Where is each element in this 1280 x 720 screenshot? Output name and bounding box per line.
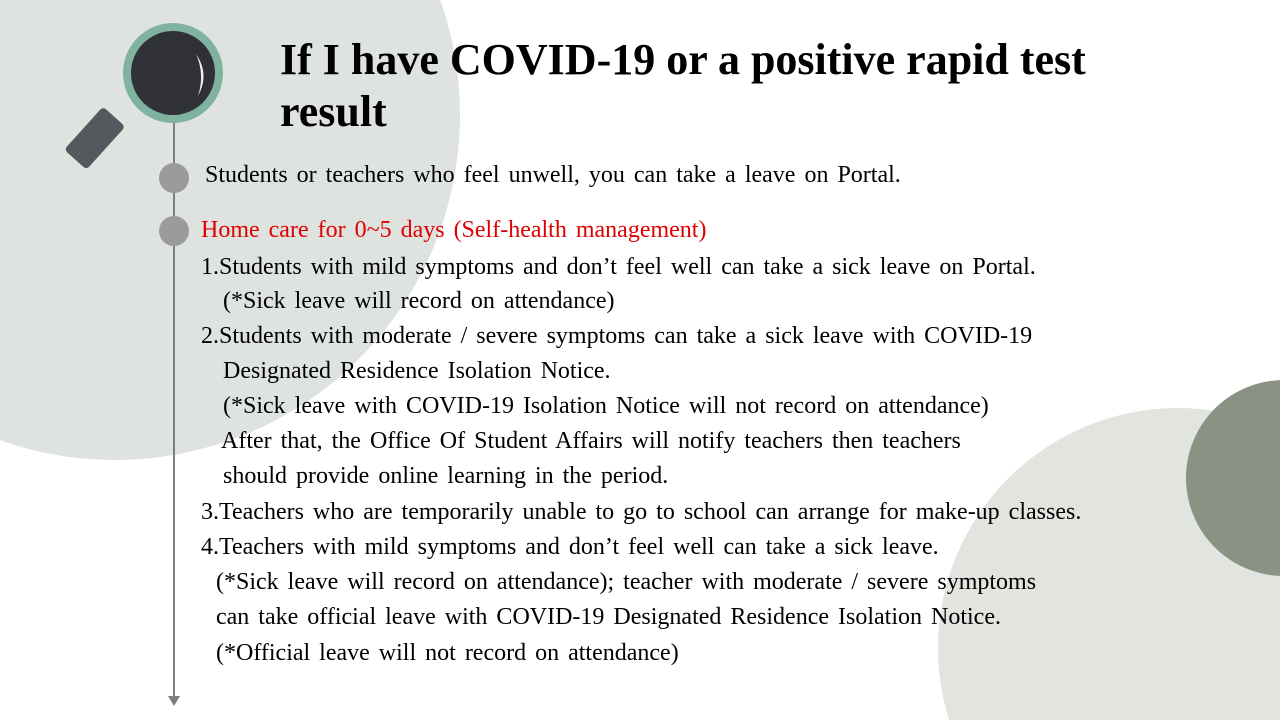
slide-title: If I have COVID-19 or a positive rapid test result bbox=[280, 35, 1086, 136]
timeline-bullet-1 bbox=[159, 163, 189, 193]
body-line-1: 1.Students with mild symptoms and don’t feel well can take a sick leave on Portal. bbox=[201, 254, 1036, 280]
body-line-7: should provide online learning in the period. bbox=[223, 463, 669, 489]
timeline-bullet-2 bbox=[159, 216, 189, 246]
body-line-12: (*Official leave will not record on attendance) bbox=[216, 640, 679, 666]
body-line-9: 4.Teachers with mild symptoms and don’t feel well can take a sick leave. bbox=[201, 534, 939, 560]
timeline-arrow-icon bbox=[168, 696, 180, 706]
magnifier-handle bbox=[64, 107, 125, 170]
body-line-5: (*Sick leave with COVID-19 Isolation Notice will not record on attendance) bbox=[223, 393, 989, 419]
body-line-3: 2.Students with moderate / severe symptoms can take a sick leave with COVID-19 bbox=[201, 323, 1033, 349]
intro-text: Students or teachers who feel unwell, you can take a leave on Portal. bbox=[205, 162, 901, 188]
body-line-4: Designated Residence Isolation Notice. bbox=[223, 358, 611, 384]
body-line-6: After that, the Office Of Student Affairs will notify teachers then teachers bbox=[221, 428, 961, 454]
body-line-11: can take official leave with COVID-19 Designated Residence Isolation Notice. bbox=[216, 604, 1001, 630]
body-line-8: 3.Teachers who are temporarily unable to go to school can arrange for make-up classes. bbox=[201, 499, 1082, 525]
section-heading: Home care for 0~5 days (Self-health management) bbox=[201, 217, 707, 243]
body-line-2: (*Sick leave will record on attendance) bbox=[223, 288, 615, 314]
body-line-10: (*Sick leave will record on attendance); teacher with moderate / severe symptoms bbox=[216, 569, 1037, 595]
timeline-line bbox=[173, 120, 175, 700]
